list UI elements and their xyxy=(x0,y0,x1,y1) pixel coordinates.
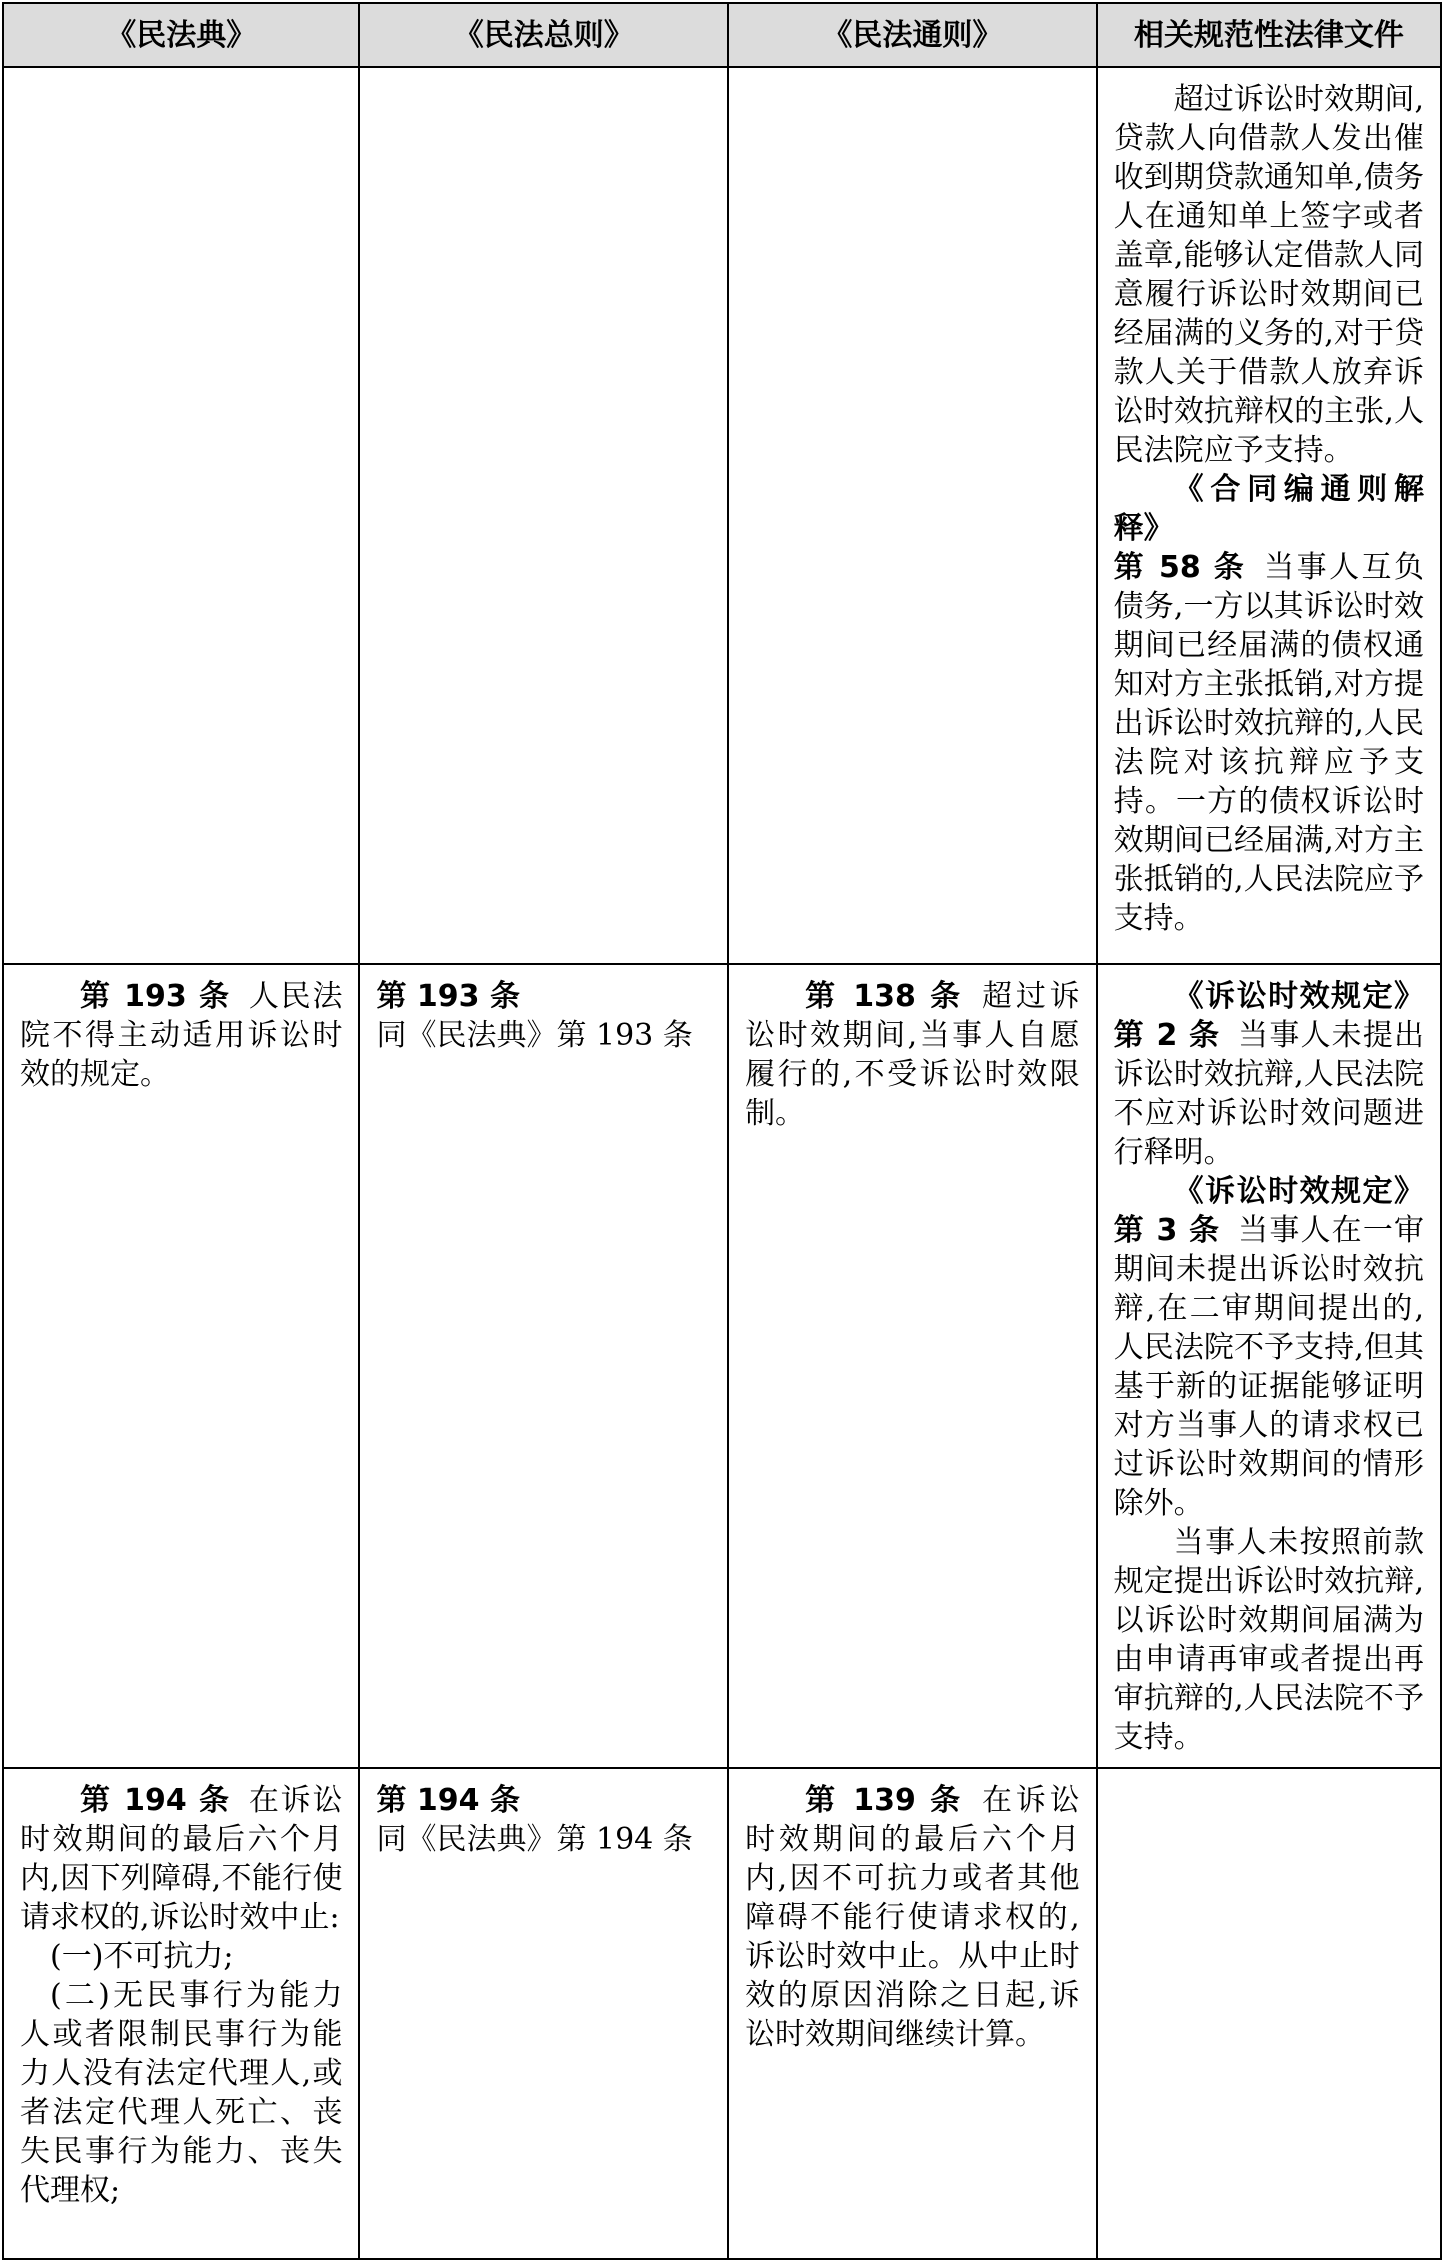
table-row xyxy=(3,964,1441,1768)
article-number: 第 193 条 xyxy=(80,979,231,1014)
cell-related-documents xyxy=(1097,964,1441,1768)
paragraph xyxy=(1114,1172,1424,1523)
cell-general-principles xyxy=(728,964,1097,1768)
paragraph xyxy=(20,977,342,1094)
paragraph: 同《民法典》第 194 条 xyxy=(376,1822,693,1857)
paragraph xyxy=(1114,548,1424,938)
document-reference: 《合同编通则解释》 xyxy=(1113,472,1424,546)
header-general-principles: 《民法通则》 xyxy=(728,3,1097,67)
cell-general-principles xyxy=(728,67,1097,964)
list-item: (二)无民事行为能力人或者限制民事行为能力人没有法定代理人,或者法定代理人死亡、丧失民事行为能力、丧失代理权; xyxy=(20,1978,343,2208)
paragraph xyxy=(376,1781,711,1820)
article-text: 人民法院不得主动适用诉讼时效的规定。 xyxy=(20,979,343,1092)
paragraph xyxy=(376,977,711,1016)
paragraph xyxy=(745,977,1080,1133)
table-row xyxy=(3,67,1441,964)
list-item: (一)不可抗力; xyxy=(50,1939,234,1974)
article-number: 第 139 条 xyxy=(805,1783,964,1818)
paragraph xyxy=(1114,977,1424,1172)
cell-civil-code xyxy=(3,67,359,964)
law-comparison-table xyxy=(2,2,1442,2260)
paragraph xyxy=(1114,470,1424,548)
paragraph xyxy=(20,1781,342,1937)
cell-general-provisions xyxy=(359,964,728,1768)
document-reference: 《诉讼时效规定》第 2 条 xyxy=(1113,979,1424,1053)
article-number: 第 193 条 xyxy=(376,979,520,1014)
paragraph: 同《民法典》第 193 条 xyxy=(376,1018,693,1053)
paragraph: 当事人未按照前款规定提出诉讼时效抗辩,以诉讼时效期间届满为由申请再审或者提出再审抗辩的,人民法院不予支持。 xyxy=(1113,1525,1424,1755)
article-text: 在诉讼时效期间的最后六个月内,因下列障碍,不能行使请求权的,诉讼时效中止: xyxy=(20,1783,343,1935)
cell-general-provisions xyxy=(359,67,728,964)
cell-related-documents xyxy=(1097,67,1441,964)
article-number: 第 58 条 xyxy=(1113,550,1247,585)
article-text: 当事人未提出诉讼时效抗辩,人民法院不应对诉讼时效问题进行释明。 xyxy=(1113,1018,1425,1170)
article-text: 当事人互负债务,一方以其诉讼时效期间已经届满的债权通知对方主张抵销,对方提出诉讼时效抗辩的,人民法院对该抗辩应予支持。一方的债权诉讼时效期间已经届满,对方主张抵销的,人民法院应予支持。 xyxy=(1113,550,1424,936)
cell-related-documents xyxy=(1097,1768,1441,2259)
article-number: 第 194 条 xyxy=(80,1783,231,1818)
cell-civil-code xyxy=(3,964,359,1768)
document-reference: 《诉讼时效规定》第 3 条 xyxy=(1113,1174,1424,1248)
cell-civil-code xyxy=(3,1768,359,2259)
table-row xyxy=(3,1768,1441,2259)
paragraph: 超过诉讼时效期间,贷款人向借款人发出催收到期贷款通知单,债务人在通知单上签字或者盖章,能够认定借款人同意履行诉讼时效期间已经届满的义务的,对于贷款人关于借款人放弃诉讼时效抗辩权的主张,人民法院应予支持。 xyxy=(1113,82,1424,468)
cell-general-provisions xyxy=(359,1768,728,2259)
header-civil-code: 《民法典》 xyxy=(3,3,359,67)
header-general-provisions: 《民法总则》 xyxy=(359,3,728,67)
article-number: 第 138 条 xyxy=(805,979,964,1014)
header-related-documents: 相关规范性法律文件 xyxy=(1097,3,1441,67)
article-number: 第 194 条 xyxy=(376,1783,520,1818)
article-text: 超过诉讼时效期间,当事人自愿履行的,不受诉讼时效限制。 xyxy=(745,979,1080,1131)
article-text: 当事人在一审期间未提出诉讼时效抗辩,在二审期间提出的,人民法院不予支持,但其基于新的证据能够证明对方当事人的请求权已过诉讼时效期间的情形除外。 xyxy=(1113,1213,1425,1521)
article-text: 在诉讼时效期间的最后六个月内,因不可抗力或者其他障碍不能行使请求权的,诉讼时效中止。从中止时效的原因消除之日起,诉讼时效期间继续计算。 xyxy=(745,1783,1080,2052)
header-row xyxy=(3,3,1441,67)
paragraph xyxy=(745,1781,1080,2054)
cell-general-principles xyxy=(728,1768,1097,2259)
